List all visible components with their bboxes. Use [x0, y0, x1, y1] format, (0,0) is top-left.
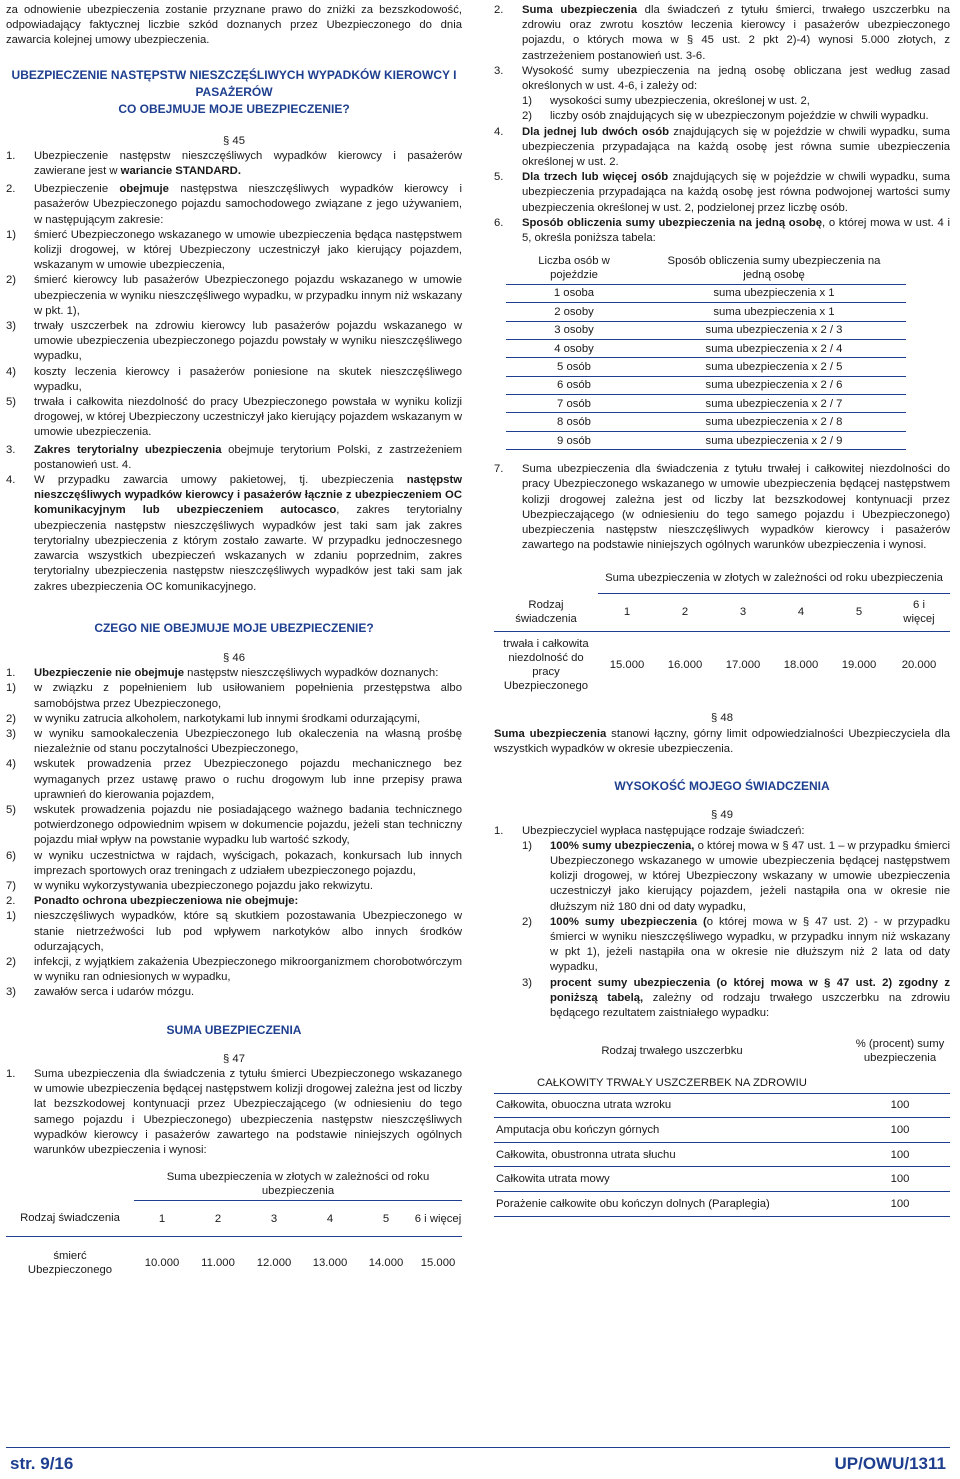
- table-body: [506, 284, 906, 450]
- right-column: [494, 0, 950, 1217]
- list-item: 3) zawałów serca i udarów mózgu.: [6, 986, 195, 999]
- list-item: 2) infekcji, z wyjątkiem zakażenia Ubezpieczonego mikroorganizmem chorobotwórczym w wyniku ran odniesionych w wypadku,: [6, 955, 462, 984]
- page-number: str. 9/16: [10, 1454, 74, 1473]
- injury-percent-table: [494, 1029, 950, 1216]
- table-row-label-head: Rodzaj świadczenia: [6, 1201, 134, 1237]
- table-year: 2: [190, 1201, 246, 1237]
- table-row: 7 osób suma ubezpieczenia x 2 / 7: [506, 395, 906, 413]
- table-header: Suma ubezpieczenia w złotych w zależności od roku ubezpieczenia: [134, 1168, 462, 1201]
- list-item: 3) trwały uszczerbek na zdrowiu kierowcy lub pasażerów pojazdu wskazanego w umowie ubezpieczenia ubezpieczonego pojazdu powstały w wyniku nieszczęśliwego wypadku,: [6, 320, 462, 363]
- table-row: Porażenie całkowite obu kończyn dolnych (Paraplegia) 100: [494, 1192, 950, 1217]
- table-row-label-head: Rodzaj świadczenia: [494, 593, 598, 631]
- table-cell: 13.000: [312, 1256, 348, 1269]
- table-row: Całkowita utrata mowy 100: [494, 1167, 950, 1192]
- list-item: 4) koszty leczenia kierowcy i pasażerów poniesione na skutek nieszczęśliwego wypadku,: [6, 365, 462, 393]
- s47-point-1: 1. Suma ubezpieczenia dla świadczenia z tytułu śmierci Ubezpieczonego wskazanego w umowie ubezpieczenia będącej następstwem kolizji drogowej zależna jest od liczby lat bezszkodowej kontynuacji przez Ubezpieczającego (w odniesieniu do tego samego pojazdu i Ubezpieczonego) ubezpieczenia następstw nieszczęśliwych wypadków kierowcy i pasażerów zawartego na podstawie niniejszych ogólnych warunków ubezpieczenia i wynosi:: [6, 1067, 462, 1156]
- table-cell: 20.000: [901, 658, 937, 671]
- disability-benefit-table: [494, 563, 950, 697]
- s45-point-3: 3. Zakres terytorialny ubezpieczenia obejmuje terytorium Polski, z zastrzeżeniem postanowień ust. 4.: [6, 443, 462, 471]
- table-row: 1 osoba suma ubezpieczenia x 1: [506, 284, 906, 302]
- table-row: 4 osoby suma ubezpieczenia x 2 / 4: [506, 339, 906, 357]
- table-row: 9 osób suma ubezpieczenia x 2 / 9: [506, 431, 906, 449]
- table-year: 5: [358, 1201, 414, 1237]
- intro-paragraph: za odnowienie ubezpieczenia zostanie przyznane prawo do zniżki za bezszkodowość, odpowiadający faktycznej liczbie szkód doznanych przez Ubezpieczonego do dnia zawarcia kolejnej umowy ubezpieczenia.: [6, 4, 462, 47]
- table-row: 2 osoby suma ubezpieczenia x 1: [506, 303, 906, 321]
- list-item: 2) 100% sumy ubezpieczenia (o której mowa w § 47 ust. 2) - w przypadku śmierci w wyniku nieszczęśliwego wypadku, w przypadku innym niż wskazany w pkt 1), jeżeli nastąpiła ona w okresie nie dłuższym niż 2 lata od daty wypadku,: [522, 915, 950, 974]
- s47-point-3: 3. Wysokość sumy ubezpieczenia na jedną osobę obliczana jest według zasad określonych w ust. 4-6, i zależy od:: [494, 64, 950, 93]
- list-item: 2) śmierć kierowcy lub pasażerów Ubezpieczonego pojazdu wskazanego w umowie ubezpieczenia w wyniku nieszczęśliwego wypadku, w przypadku innym niż wskazany w pkt. 1),: [6, 274, 462, 317]
- table-cell: 15.000: [609, 658, 645, 671]
- s46-point-2: 2. Ponadto ochrona ubezpieczeniowa nie obejmuje:: [6, 895, 299, 908]
- table-year: 3: [714, 593, 772, 631]
- list-item: 7) w wyniku wykorzystywania ubezpieczonego pojazdu jako rekwizytu.: [6, 879, 374, 892]
- list-item: 5) wskutek prowadzenia pojazdu nie posiadającego ważnego badania technicznego potwierdzonego odpowiednim wpisem w dokumencie pojazdu, jeżeli stan techniczny pojazdu miał wpływ na powstanie wypadku lub wartość szkody,: [6, 803, 462, 847]
- section-heading-benefit: WYSOKOŚĆ MOJEGO ŚWIADCZENIA: [614, 779, 830, 794]
- paragraph-46: § 46: [223, 651, 245, 664]
- list-item: 1) nieszczęśliwych wypadków, które są skutkiem pozostawania Ubezpieczonego w stanie nietrzeźwości lub pod wpływem narkotyków albo innych środków odurzających,: [6, 910, 462, 953]
- table-cell: 17.000: [725, 658, 761, 671]
- table-year: 4: [772, 593, 830, 631]
- s47-point-5: 5. Dla trzech lub więcej osób znajdujących się w pojeździe w chwili wypadku, suma ubezpieczenia przypadająca na każdą osobę jest równa podwojonej wartości sumy ubezpieczenia określonej w ust. 2, podzielonej przez liczbę osób.: [494, 171, 950, 214]
- list-item: 1) śmierć Ubezpieczonego wskazanego w umowie ubezpieczenia będąca następstwem kolizji drogowej, w której Ubezpieczony uczestniczył jako kierujący pojazdem, wskazanym w umowie ubezpieczenia,: [6, 228, 462, 272]
- page-footer: [6, 1447, 950, 1473]
- s47-point-4: 4. Dla jednej lub dwóch osób znajdujących się w pojeździe w chwili wypadku, suma ubezpieczenia przypadająca na każdą osobę jest równa sumie ubezpieczenia określonej w ust. 2.: [494, 125, 950, 169]
- s48-text: Suma ubezpieczenia stanowi łączny, górny limit odpowiedzialności Ubezpieczyciela dla wszystkich wypadków w okresie ubezpieczenia.: [494, 727, 950, 755]
- table-year: 1: [134, 1201, 190, 1237]
- s45-point-2: 2. Ubezpieczenie obejmuje następstwa nieszczęśliwych wypadków kierowcy i pasażerów Ubezpieczonego pojazdu samochodowego związane z jego używaniem, w następującym zakresie:: [6, 183, 462, 226]
- table-year: 3: [246, 1201, 302, 1237]
- table-year: 5: [830, 593, 888, 631]
- section-heading-sub: CO OBEJMUJE MOJE UBEZPIECZENIE?: [118, 101, 350, 116]
- table-cell: 14.000: [368, 1256, 404, 1269]
- table-year: 4: [302, 1201, 358, 1237]
- table-header: Suma ubezpieczenia w złotych w zależności od roku ubezpieczenia: [598, 563, 950, 593]
- death-benefit-table: [6, 1168, 462, 1289]
- list-item: 2) w wyniku zatrucia alkoholem, narkotykami lub innymi środkami odurzającymi,: [6, 712, 421, 725]
- paragraph-49: § 49: [711, 809, 733, 822]
- list-item: 1) w związku z popełnieniem lub usiłowaniem popełnienia przestępstwa albo samobójstwa przez Ubezpieczonego,: [6, 682, 462, 710]
- persons-calculation-table: [506, 252, 906, 450]
- list-item: 6) w wyniku uczestnictwa w rajdach, wyścigach, pokazach, konkursach lub innych imprezach sportowych oraz treningach z udziałem ubezpieczonego pojazdu,: [6, 849, 462, 877]
- section-heading-main: UBEZPIECZENIE NASTĘPSTW NIESZCZĘŚLIWYCH WYPADKÓW KIEROWCY I PASAŻERÓW: [11, 67, 457, 99]
- list-item: 3) w wyniku samookaleczenia Ubezpieczonego lub okaleczenia na własną prośbę niezależnie od stanu poczytalności Ubezpieczonego,: [6, 727, 462, 756]
- table-cell: 19.000: [841, 658, 877, 671]
- paragraph-45: § 45: [223, 134, 245, 147]
- table-row: 5 osób suma ubezpieczenia x 2 / 5: [506, 358, 906, 376]
- s49-point-1: 1. Ubezpieczyciel wypłaca następujące rodzaje świadczeń:: [494, 824, 805, 837]
- table-row: Całkowita, obuoczna utrata wzroku 100: [494, 1093, 950, 1118]
- table-year: 6 i więcej: [414, 1201, 462, 1237]
- s46-point-1-list: [6, 681, 462, 894]
- table-cell: 18.000: [783, 658, 819, 671]
- list-item: 3) procent sumy ubezpieczenia (o której mowa w § 47 ust. 2) zgodny z poniższą tabelą, zależny od rodzaju trwałego uszczerbku na zdrowiu będącego rezultatem zaistniałego wypadku:: [522, 976, 950, 1019]
- s47-point-3-list: [494, 94, 950, 124]
- list-item: 5) trwała i całkowita niezdolność do pracy Ubezpieczonego powstała w wyniku kolizji drogowej, w której Ubezpieczony uczestniczył jako kierujący pojazdem wskazanym w umowie ubezpieczenia.: [6, 396, 462, 439]
- list-item: 2) liczby osób znajdujących się w ubezpieczonym pojeździe w chwili wypadku.: [522, 110, 929, 123]
- s45-point-1: 1. Ubezpieczenie następstw nieszczęśliwych wypadków kierowcy i pasażerów zawierane jest w wariancie STANDARD.: [6, 149, 462, 178]
- s46-point-1: 1. Ubezpieczenie nie obejmuje następstw nieszczęśliwych wypadków doznanych:: [6, 667, 439, 680]
- table-header: % (procent) sumy ubezpieczenia: [855, 1038, 945, 1065]
- table-year: 1: [598, 593, 656, 631]
- table-cell: 16.000: [667, 658, 703, 671]
- document-code: UP/OWU/1311: [834, 1454, 946, 1473]
- table-row-label: trwała i całkowita niezdolność do pracy Ubezpieczonego: [503, 637, 589, 692]
- table-row-label: śmierć Ubezpieczonego: [27, 1249, 113, 1276]
- table-row: 6 osób suma ubezpieczenia x 2 / 6: [506, 376, 906, 394]
- table-subheader: CAŁKOWITY TRWAŁY USZCZERBEK NA ZDROWIU: [494, 1073, 850, 1093]
- s47-point-2: 2. Suma ubezpieczenia dla świadczeń z tytułu śmierci, trwałego uszczerbku na zdrowiu oraz zwrotu kosztów leczenia kierowcy i pasażerów ubezpieczonego pojazdu, o których mowa w § 45 ust. 2 pkt 2)-4) wynosi 5.000 złotych, z zastrzeżeniem postanowień ust. 3-6.: [494, 4, 951, 62]
- s46-point-2-list: [6, 909, 462, 1000]
- table-header: Sposób obliczenia sumy ubezpieczenia na jedną osobę: [642, 252, 906, 284]
- table-cell: 15.000: [420, 1256, 456, 1269]
- s45-point-4: 4. W przypadku zawarcia umowy pakietowej, tj. ubezpieczenia następstw nieszczęśliwych wypadków kierowcy i pasażerów łącznie z ubezpieczeniem OC komunikacyjnym lub ubezpieczeniem autocasco, zakres terytorialny ubezpieczenia następstw nieszczęśliwych wypadków jest taki sam jak zakres terytorialny ubezpieczenia z którym zostało zawarte. W przypadku jednoczesnego zawarcia wszystkich ubezpieczeń wskazanych w zdaniu poprzednim, zakres terytorialny ubezpieczenia następstw nieszczęśliwych wypadków jest taki sam jak zakres ubezpieczenia OC komunikacyjnego.: [6, 474, 462, 593]
- table-header: Rodzaj trwałego uszczerbku: [601, 1045, 743, 1058]
- left-column: [6, 0, 462, 1289]
- s47-point-6: 6. Sposób obliczenia sumy ubezpieczenia na jedną osobę, o której mowa w ust. 4 i 5, określa poniższa tabela:: [494, 216, 950, 245]
- table-row: 8 osób suma ubezpieczenia x 2 / 8: [506, 413, 906, 431]
- list-item: 4) wskutek prowadzenia przez Ubezpieczonego pojazdu mechanicznego bez wymaganych przez ustawę prawo o ruchu drogowym lub inne przepisy prawa uprawnień do kierowania pojazdem,: [6, 758, 462, 801]
- s45-point-2-list: [6, 228, 462, 441]
- table-cell: 12.000: [256, 1256, 292, 1269]
- section-heading-exclusions: CZEGO NIE OBEJMUJE MOJE UBEZPIECZENIE?: [94, 620, 374, 635]
- list-item: 1) 100% sumy ubezpieczenia, o której mowa w § 47 ust. 1 – w przypadku śmierci Ubezpieczonego wskazanego w umowie ubezpieczenia będącej następstwem kolizji drogowej, w której Ubezpieczony wskazany w umowie ubezpieczenia uczestniczył jako kierujący pojazdem, jeżeli nastąpiła ona w okresie nie dłuższym niż 180 dni od daty wypadku,: [522, 839, 950, 913]
- table-row: Amputacja obu kończyn górnych 100: [494, 1118, 950, 1143]
- table-cell: 11.000: [201, 1256, 235, 1269]
- table-cell: 10.000: [144, 1256, 180, 1269]
- paragraph-47: § 47: [223, 1052, 245, 1065]
- list-item: 1) wysokości sumy ubezpieczenia, określonej w ust. 2,: [522, 95, 810, 108]
- table-year: 6 i więcej: [888, 593, 950, 631]
- table-year: 2: [656, 593, 714, 631]
- s47-point-7: 7. Suma ubezpieczenia dla świadczenia z tytułu trwałej i całkowitej niezdolności do pracy Ubezpieczonego wskazanego w umowie ubezpieczenia będącej następstwem kolizji drogowej zależna jest od liczby lat bezszkodowej kontynuacji przez Ubezpieczającego (w odniesieniu do tego samego pojazdu i Ubezpieczonego) ubezpieczenia następstw nieszczęśliwych wypadków kierowcy i pasażerów zawartego na podstawie niniejszych ogólnych warunków ubezpieczenia i wynosi.: [494, 463, 950, 552]
- paragraph-48: § 48: [711, 712, 733, 725]
- section-heading-sum: SUMA UBEZPIECZENIA: [166, 1022, 302, 1037]
- table-header: Liczba osób w pojeździe: [506, 252, 642, 284]
- table-row: Całkowita, obustronna utrata słuchu 100: [494, 1142, 950, 1167]
- table-row: 3 osoby suma ubezpieczenia x 2 / 3: [506, 321, 906, 339]
- s49-point-1-list: [494, 839, 950, 1021]
